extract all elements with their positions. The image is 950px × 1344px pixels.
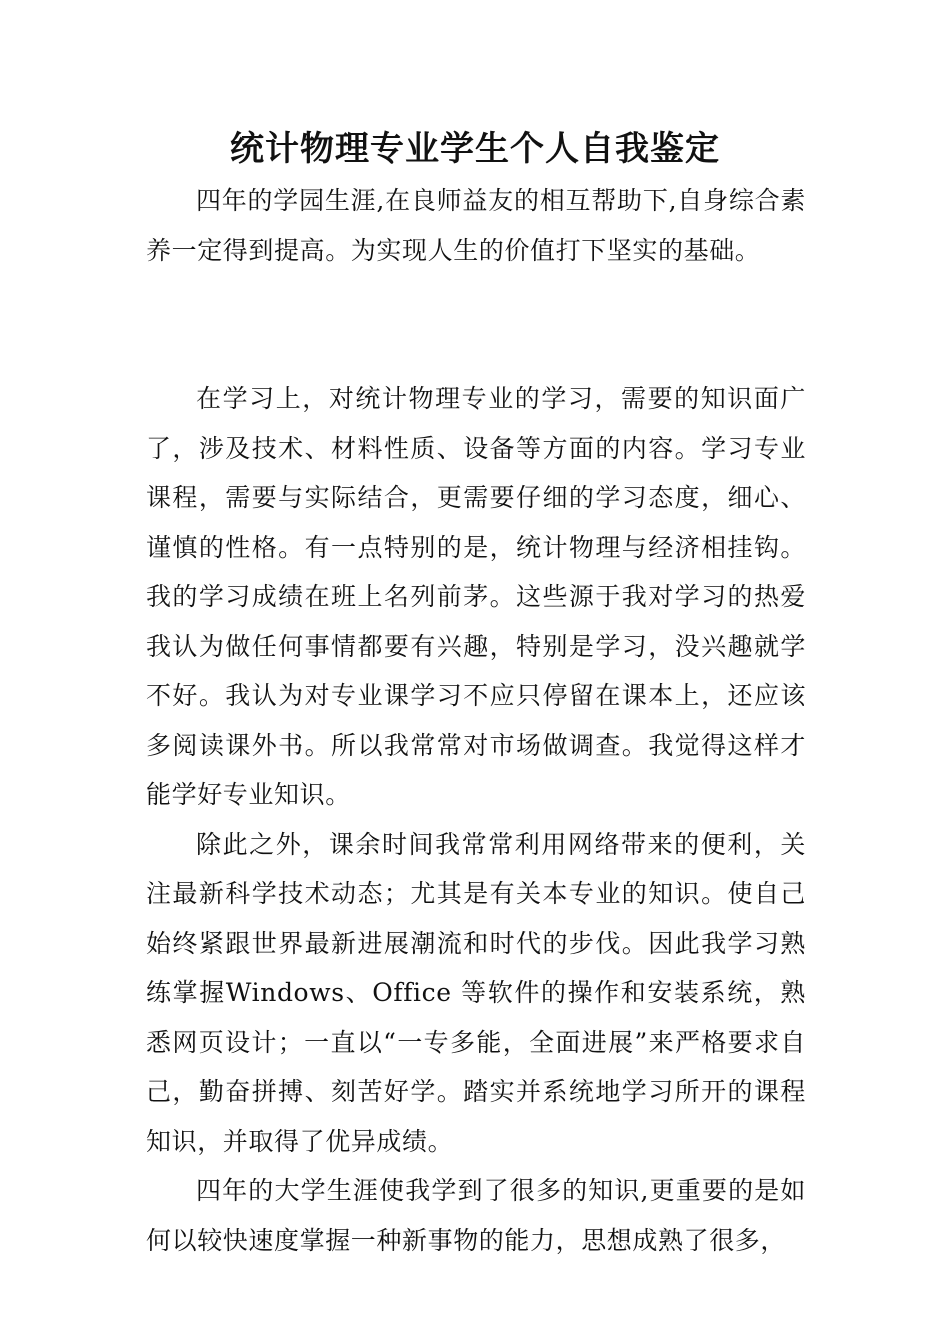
document-body	[146, 176, 806, 1265]
page-title: 统计物理专业学生个人自我鉴定	[230, 129, 720, 169]
paragraph-extracurricular: 除此之外，课余时间我常常利用网络带来的便利，关注最新科学技术动态；尤其是有关本专业的知识。使自己始终紧跟世界最新进展潮流和时代的步伐。因此我学习熟练掌握Windows、Office 等软件的操作和安装系统，熟悉网页设计；一直以“一专多能，全面进展”来严格要求自己，勤奋拼搏、刻苦好学。踏实并系统地学习所开的课程知识，并取得了优异成绩。	[146, 829, 806, 1156]
paragraph-growth: 四年的大学生涯使我学到了很多的知识,更重要的是如何以较快速度掌握一种新事物的能力，思想成熟了很多，	[146, 1176, 806, 1255]
paragraph-intro: 四年的学园生涯,在良师益友的相互帮助下,自身综合素养一定得到提高。为实现人生的价值打下坚实的基础。	[146, 186, 806, 265]
paragraph-gap	[146, 275, 806, 374]
paragraph-study: 在学习上，对统计物理专业的学习，需要的知识面广了，涉及技术、材料性质、设备等方面的内容。学习专业课程，需要与实际结合，更需要仔细的学习态度，细心、谨慎的性格。有一点特别的是，统计物理与经济相挂钩。我的学习成绩在班上名列前茅。这些源于我对学习的热爱我认为做任何事情都要有兴趣，特别是学习，没兴趣就学不好。我认为对专业课学习不应只停留在课本上，还应该多阅读课外书。所以我常常对市场做调查。我觉得这样才能学好专业知识。	[146, 384, 806, 809]
